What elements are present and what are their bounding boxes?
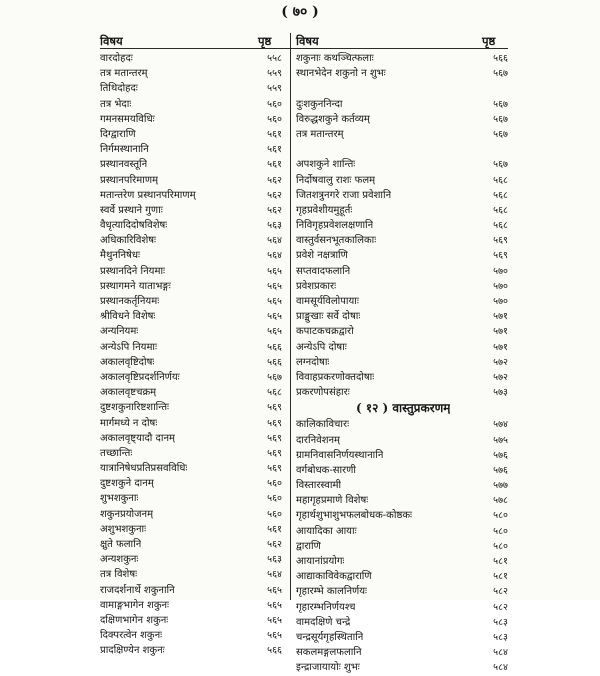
index-entry (296, 248, 508, 263)
entry-subject: शुभशकुनाः (100, 493, 139, 505)
entry-subject: स्थानभेदेन शकुनो न शुभः (296, 68, 386, 80)
index-entry (296, 279, 508, 294)
index-entry (100, 173, 282, 188)
entry-subject: वारदोहदः (100, 53, 133, 64)
entry-subject: वैधृत्यादिदोषविशेषः (100, 220, 168, 232)
entry-page-number: ५६१ (267, 523, 282, 535)
entry-subject: वास्तुर्वसनभूतकालिकाः (296, 235, 377, 247)
entry-subject: प्रस्थागमने याताभङ्गः (100, 280, 171, 292)
entry-subject: अन्यशकुनः (100, 554, 139, 566)
entry-page-number: ५७४ (493, 419, 508, 431)
left-subject-header: विषय (100, 34, 123, 48)
index-entry (296, 660, 508, 675)
index-entry (296, 508, 508, 523)
entry-page-number: ५६८ (493, 174, 508, 186)
index-entry (100, 522, 282, 537)
entry-page-number: ५५९ (267, 83, 282, 95)
index-entry (296, 478, 508, 493)
index-entry (100, 400, 282, 415)
entry-page-number: ५६९ (493, 235, 508, 247)
entry-page-number: ५८० (493, 525, 508, 537)
right-page-header: पृष्ठ (482, 34, 496, 48)
index-entry (100, 97, 282, 112)
entry-page-number: ५६३ (267, 554, 282, 566)
entry-page-number: ५६५ (267, 599, 282, 611)
index-entry (296, 554, 508, 569)
entry-page-number: ५८४ (493, 647, 508, 659)
entry-subject: आद्याकाविवेकद्वाराणि (296, 571, 372, 583)
entry-subject: प्राङ्मुखाः सर्वे दोषाः (296, 311, 361, 323)
index-entry (296, 355, 508, 370)
entry-page-number: ५६६ (493, 53, 508, 64)
index-entry (100, 127, 282, 142)
entry-page-number: ५६७ (267, 371, 282, 383)
entry-subject: कपाटकचक्रद्वारो (296, 326, 354, 338)
entry-page-number: ५८३ (493, 631, 508, 643)
index-entry (100, 248, 282, 263)
entry-page-number: ५६६ (267, 341, 282, 353)
entry-subject: इन्द्राजायायोः शुभः (296, 662, 360, 674)
index-entry (100, 461, 282, 476)
entry-subject: विस्तारस्वामी (296, 480, 342, 492)
section-heading (296, 400, 508, 417)
entry-subject: दक्षिणभागेन शकुनः (100, 614, 169, 626)
page-number: ( ७० ) (281, 4, 319, 20)
entry-subject: शकुनाः कथञ्चित्फलाः (296, 53, 374, 64)
entry-subject: तत्र भेदाः (100, 98, 132, 110)
entry-subject: मैथुननिषेधः (100, 250, 141, 262)
entry-page-number: ५६२ (267, 174, 282, 186)
left-page-header: पृष्ठ (258, 34, 272, 48)
entry-subject: तत्र मतान्तरम् (100, 68, 148, 80)
entry-page-number: ५६३ (267, 220, 282, 232)
index-entry (296, 264, 508, 279)
index-entry (100, 355, 282, 370)
right-column (296, 51, 508, 676)
index-entry (100, 598, 282, 613)
index-entry (296, 600, 508, 615)
entry-page-number: ५६५ (267, 584, 282, 596)
index-entry (296, 340, 508, 355)
entry-subject: अपशकुने शान्तिः (296, 159, 356, 171)
index-entry (296, 218, 508, 233)
entry-subject: जितशत्रुनगरे राजा प्रवेशानि (296, 189, 392, 201)
index-entry (100, 233, 282, 248)
index-entry (100, 537, 282, 552)
index-entry (100, 628, 282, 643)
entry-subject: वर्गबोधक-सारणी (296, 464, 356, 476)
entry-page-number: ५६८ (493, 189, 508, 201)
entry-page-number: ५८२ (493, 586, 508, 598)
index-entry (296, 370, 508, 385)
entry-subject: गृहार्थशुभाशुभफलबोधक-कोष्ठकः (296, 510, 413, 522)
entry-subject: प्रस्थानकर्तृनियमः (100, 296, 160, 307)
entry-subject: तिथिदोहदः (100, 83, 138, 95)
entry-page-number: ५६५ (267, 630, 282, 642)
index-entry (100, 446, 282, 461)
entry-subject: दिक्परत्वेन शकुनः (100, 630, 163, 642)
entry-page-number: ५६७ (493, 159, 508, 171)
index-entry (296, 569, 508, 584)
entry-page-number: ५६७ (493, 98, 508, 110)
entry-page-number: ५८३ (493, 616, 508, 628)
entry-page-number: ५६९ (267, 463, 282, 475)
entry-subject: मार्गमध्ये न दोषः (100, 417, 158, 429)
entry-subject: दारनिवेशनम् (296, 434, 341, 446)
entry-subject: ग्रामनिवासनिर्णयस्थानानि (296, 449, 384, 461)
entry-subject: तत्र विशेषः (100, 569, 138, 581)
entry-subject: अशुभशकुनाः (100, 523, 147, 535)
entry-subject: अकालवृष्टिदोषः (100, 356, 155, 368)
entry-page-number: ५६९ (267, 417, 282, 429)
entry-subject: वामदक्षिणे चन्द्रे (296, 616, 351, 628)
entry-subject: शकुनप्रयोजनम् (100, 508, 154, 520)
entry-page-number: ५६४ (267, 569, 282, 581)
entry-page-number: ५६७ (493, 68, 508, 80)
entry-page-number: ५७० (493, 265, 508, 277)
index-entry (296, 324, 508, 339)
index-entry (296, 309, 508, 324)
entry-page-number: ५६० (267, 493, 282, 505)
entry-subject: प्रवेशे नक्षत्राणि (296, 250, 348, 262)
index-entry (296, 112, 508, 127)
index-entry (100, 188, 282, 203)
entry-subject: तच्छान्तिः (100, 447, 133, 459)
index-entry (296, 294, 508, 309)
entry-page-number: ५७० (493, 296, 508, 307)
entry-subject: दुःशकुननिन्दा (296, 98, 343, 110)
entry-subject: कालिकाविचारः (296, 419, 350, 431)
index-entry (100, 476, 282, 491)
index-entry (296, 539, 508, 554)
entry-subject: सप्तवादफलानि (296, 265, 351, 277)
index-entry (296, 385, 508, 400)
index-entry (100, 552, 282, 567)
entry-page-number: ५६४ (267, 235, 282, 247)
index-entry (100, 66, 282, 81)
entry-page-number: ५६७ (493, 113, 508, 125)
entry-page-number: ५६० (267, 98, 282, 110)
index-entry (100, 324, 282, 339)
index-entry (100, 507, 282, 522)
entry-subject: गृहारम्भनिर्णयश्च (296, 601, 356, 613)
entry-page-number: ५६१ (267, 128, 282, 140)
entry-page-number: ५६२ (267, 189, 282, 201)
entry-subject: प्रवेशप्रकारः (296, 280, 337, 292)
entry-subject: दुष्टशकुनारिष्टशान्तिः (100, 402, 170, 414)
index-entry (296, 66, 508, 81)
entry-page-number: ५६८ (267, 387, 282, 399)
entry-page-number: ५८१ (493, 571, 508, 583)
entry-page-number: ५६८ (493, 204, 508, 216)
entry-subject: चन्द्रसूर्यगृहस्थितानि (296, 631, 364, 643)
entry-subject: वामसूर्यविलोपायाः (296, 296, 359, 307)
entry-page-number: ५७२ (493, 356, 508, 368)
entry-subject: प्रादक्षिण्येन शकुनः (100, 645, 165, 657)
index-entry (296, 433, 508, 448)
entry-subject: निविगृहप्रवेशलक्षणानि (296, 220, 374, 232)
index-entry (296, 142, 508, 157)
entry-page-number: ५५९ (267, 68, 282, 80)
entry-page-number: ५७५ (493, 434, 508, 446)
entry-subject: महागृहप्रमाणे विशेषः (296, 495, 369, 507)
entry-subject: निर्दोषवालु राशः फलम् (296, 174, 376, 186)
entry-subject: श्रीविधने विशेषः (100, 311, 156, 323)
entry-subject: प्रस्थानपरिमाणम् (100, 174, 159, 186)
entry-page-number: ५६७ (493, 128, 508, 140)
index-entry (296, 127, 508, 142)
entry-subject: अन्येऽपि दोषाः (296, 341, 347, 353)
index-entry (100, 431, 282, 446)
entry-page-number: ५६० (267, 113, 282, 125)
index-entry (296, 51, 508, 66)
index-entry (100, 112, 282, 127)
entry-subject: दिग्द्वाराणि (100, 128, 136, 140)
entry-subject: अधिकारिविशेषः (100, 235, 157, 247)
index-entry (100, 370, 282, 385)
index-entry (100, 385, 282, 400)
index-entry (296, 463, 508, 478)
index-entry (296, 97, 508, 112)
entry-page-number: ५७३ (493, 387, 508, 399)
entry-page-number: ५६१ (267, 159, 282, 171)
index-entry (100, 583, 282, 598)
entry-page-number: ५६९ (267, 447, 282, 459)
entry-page-number: ५६० (267, 478, 282, 490)
entry-subject: राजदर्शनार्थे शकुनानि (100, 584, 175, 596)
entry-subject: लग्नदोषाः (296, 356, 330, 368)
entry-subject: वामाङ्गभागेन शकुनः (100, 599, 170, 611)
index-entry (296, 81, 508, 96)
index-entry (100, 81, 282, 96)
column-divider (290, 33, 291, 600)
entry-page-number: ५७७ (493, 480, 508, 492)
index-entry (296, 493, 508, 508)
entry-subject: तत्र मतान्तरम् (296, 128, 344, 140)
entry-page-number: ५६१ (267, 144, 282, 156)
entry-page-number: ५६२ (267, 539, 282, 550)
index-entry (296, 417, 508, 432)
entry-page-number: ५७६ (493, 464, 508, 476)
entry-page-number: ५६४ (267, 250, 282, 262)
entry-subject: गृहप्रवेशीयमुहूर्तः (296, 204, 353, 216)
index-entry (100, 279, 282, 294)
index-entry (100, 643, 282, 658)
index-entry (100, 416, 282, 431)
index-entry (296, 645, 508, 660)
left-column (100, 51, 282, 659)
index-entry (296, 615, 508, 630)
entry-subject: दुष्टशकुने दानम् (100, 478, 154, 490)
index-entry (100, 157, 282, 172)
entry-page-number: ५७८ (493, 495, 508, 507)
index-entry (100, 491, 282, 506)
index-entry (296, 188, 508, 203)
entry-page-number: ५६६ (267, 645, 282, 657)
entry-subject: गृहारम्भे कालनिर्णयः (296, 586, 368, 598)
entry-page-number: ५६२ (267, 204, 282, 216)
entry-subject: निर्गमस्थानानि (100, 144, 149, 156)
index-entry (296, 203, 508, 218)
entry-page-number: ५८० (493, 540, 508, 552)
entry-subject: मतान्तरेण प्रस्थानपरिमाणम् (100, 189, 196, 201)
entry-page-number: ५६५ (267, 296, 282, 307)
entry-page-number: ५७१ (493, 326, 508, 338)
entry-page-number: ५६५ (267, 280, 282, 292)
index-entry (100, 340, 282, 355)
entry-subject: अन्येऽपि नियमाः (100, 341, 158, 353)
entry-subject: सकलमङ्गलफलानि (296, 647, 362, 659)
entry-subject: अकालवृष्ट्यादौ दानम् (100, 432, 175, 444)
index-entry (296, 584, 508, 599)
index-entry (296, 157, 508, 172)
entry-subject: क्षुते फलानि (100, 539, 142, 550)
entry-page-number: ५६९ (267, 432, 282, 444)
entry-subject: विवाहप्रकरणोक्तदोषाः (296, 371, 375, 383)
index-entry (100, 142, 282, 157)
entry-page-number: ५८० (493, 510, 508, 522)
index-entry (296, 233, 508, 248)
index-entry (100, 51, 282, 66)
index-entry (100, 294, 282, 309)
entry-subject: द्वाराणि (296, 540, 321, 552)
entry-subject: स्वर्वे प्रस्थाने गुणाः (100, 204, 163, 216)
entry-subject: प्रस्थानदिने नियमाः (100, 265, 166, 277)
entry-page-number: ५६९ (267, 402, 282, 414)
entry-page-number: ५६८ (493, 220, 508, 232)
entry-page-number: ५६५ (267, 614, 282, 626)
index-entry (296, 448, 508, 463)
entry-page-number: ५६५ (267, 265, 282, 277)
entry-page-number: ५७१ (493, 341, 508, 353)
entry-subject: अन्यनियमः (100, 326, 139, 338)
entry-page-number: ५७० (493, 280, 508, 292)
entry-subject: विरुद्धशकुने कर्तव्यम् (296, 113, 370, 125)
entry-page-number: ५६९ (493, 250, 508, 262)
right-subject-header: विषय (296, 34, 319, 48)
entry-page-number: ५७२ (493, 371, 508, 383)
index-entry (296, 630, 508, 645)
index-entry (100, 309, 282, 324)
entry-subject: अकालवृष्टिप्रदर्शनिर्णयः (100, 371, 180, 383)
index-entry (296, 173, 508, 188)
entry-subject: गमनसमयविधिः (100, 113, 155, 125)
entry-page-number: ५६६ (267, 356, 282, 368)
entry-subject: आयानांप्रयोगः (296, 556, 345, 567)
entry-subject: प्रस्थानवस्तूनि (100, 159, 148, 171)
index-entry (296, 524, 508, 539)
index-entry (100, 203, 282, 218)
entry-subject: प्रकरणोपसंहारः (296, 387, 350, 399)
entry-subject: यात्रानिषेधप्रतिप्रसवविधिः (100, 463, 188, 475)
entry-page-number: ५६५ (267, 311, 282, 323)
index-entry (100, 613, 282, 628)
index-entry (100, 218, 282, 233)
entry-page-number: ५६५ (267, 326, 282, 338)
index-entry (100, 264, 282, 279)
entry-subject: ( १२ ) वास्तुप्रकरणम् (356, 401, 451, 416)
entry-page-number: ५७६ (493, 449, 508, 461)
entry-subject: आयादिका आयाः (296, 525, 357, 537)
entry-subject: अकालवृष्टचक्रम् (100, 387, 157, 399)
entry-page-number: ५६० (267, 508, 282, 520)
entry-page-number: ५८२ (493, 601, 508, 613)
entry-page-number: ५७१ (493, 311, 508, 323)
header-rule (100, 48, 508, 49)
index-entry (100, 567, 282, 582)
entry-page-number: ५८४ (493, 662, 508, 674)
entry-page-number: ५५८ (267, 53, 282, 64)
entry-page-number: ५८१ (493, 556, 508, 567)
